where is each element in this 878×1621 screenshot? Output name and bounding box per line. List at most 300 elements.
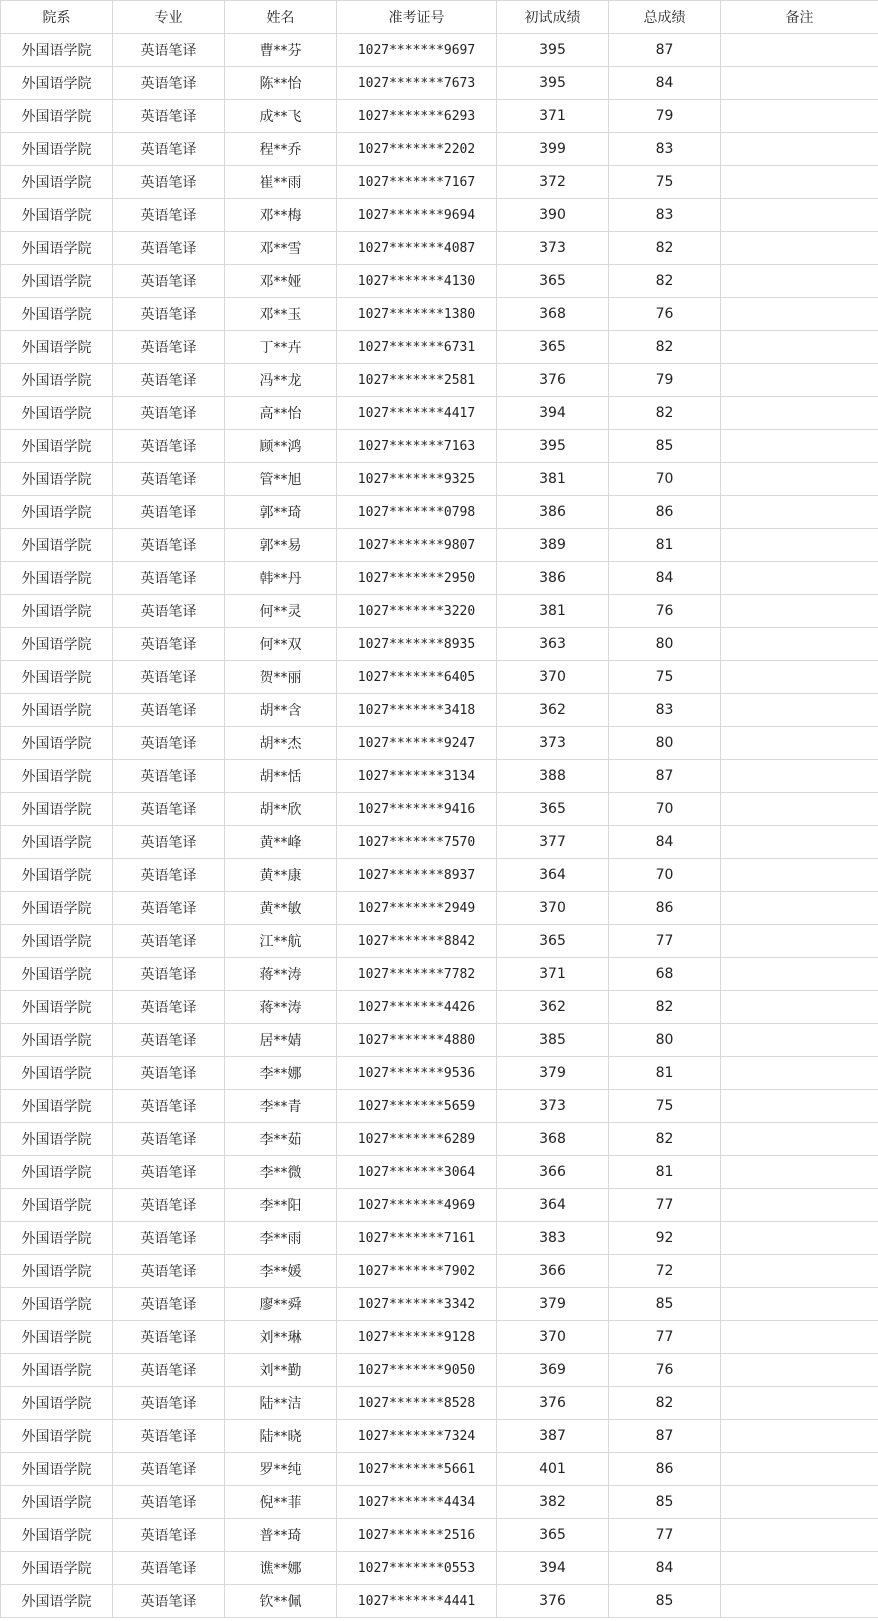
cell-department: 外国语学院: [1, 100, 113, 133]
table-row: [1, 430, 878, 463]
cell-total-score: 82: [609, 991, 721, 1024]
cell-name: 谯**娜: [225, 1552, 337, 1585]
cell-total-score: 70: [609, 463, 721, 496]
cell-remarks: [721, 100, 878, 133]
cell-major: 英语笔译: [113, 661, 225, 694]
cell-remarks: [721, 1090, 878, 1123]
cell-exam-id: 1027*******2202: [337, 133, 497, 166]
cell-department: 外国语学院: [1, 232, 113, 265]
cell-name: 顾**鸿: [225, 430, 337, 463]
cell-prelim-score: 364: [497, 859, 609, 892]
cell-remarks: [721, 1057, 878, 1090]
cell-department: 外国语学院: [1, 199, 113, 232]
table-row: [1, 859, 878, 892]
cell-name: 黄**峰: [225, 826, 337, 859]
cell-major: 英语笔译: [113, 991, 225, 1024]
cell-exam-id: 1027*******6405: [337, 661, 497, 694]
cell-remarks: [721, 1585, 878, 1618]
cell-remarks: [721, 133, 878, 166]
cell-department: 外国语学院: [1, 1552, 113, 1585]
cell-major: 英语笔译: [113, 67, 225, 100]
cell-remarks: [721, 331, 878, 364]
cell-prelim-score: 377: [497, 826, 609, 859]
cell-major: 英语笔译: [113, 1189, 225, 1222]
cell-total-score: 83: [609, 694, 721, 727]
table-row: [1, 1156, 878, 1189]
cell-major: 英语笔译: [113, 1024, 225, 1057]
cell-remarks: [721, 199, 878, 232]
cell-name: 郭**易: [225, 529, 337, 562]
cell-exam-id: 1027*******8842: [337, 925, 497, 958]
cell-major: 英语笔译: [113, 859, 225, 892]
table-row: [1, 991, 878, 1024]
header-total-score: 总成绩: [609, 1, 721, 34]
cell-remarks: [721, 562, 878, 595]
cell-total-score: 79: [609, 100, 721, 133]
cell-major: 英语笔译: [113, 1156, 225, 1189]
table-row: [1, 463, 878, 496]
cell-exam-id: 1027*******5659: [337, 1090, 497, 1123]
cell-major: 英语笔译: [113, 892, 225, 925]
cell-exam-id: 1027*******0798: [337, 496, 497, 529]
cell-total-score: 77: [609, 1189, 721, 1222]
cell-department: 外国语学院: [1, 265, 113, 298]
cell-department: 外国语学院: [1, 892, 113, 925]
cell-prelim-score: 364: [497, 1189, 609, 1222]
cell-total-score: 92: [609, 1222, 721, 1255]
table-row: [1, 1387, 878, 1420]
cell-name: 邓**雪: [225, 232, 337, 265]
cell-prelim-score: 363: [497, 628, 609, 661]
cell-major: 英语笔译: [113, 133, 225, 166]
cell-department: 外国语学院: [1, 991, 113, 1024]
cell-major: 英语笔译: [113, 1585, 225, 1618]
cell-department: 外国语学院: [1, 67, 113, 100]
cell-exam-id: 1027*******7161: [337, 1222, 497, 1255]
table-row: [1, 1585, 878, 1618]
cell-exam-id: 1027*******9807: [337, 529, 497, 562]
cell-department: 外国语学院: [1, 1420, 113, 1453]
cell-major: 英语笔译: [113, 1486, 225, 1519]
cell-prelim-score: 368: [497, 1123, 609, 1156]
cell-major: 英语笔译: [113, 1090, 225, 1123]
cell-total-score: 81: [609, 1057, 721, 1090]
table-row: [1, 1552, 878, 1585]
table-row: [1, 694, 878, 727]
cell-department: 外国语学院: [1, 925, 113, 958]
table-row: [1, 199, 878, 232]
cell-department: 外国语学院: [1, 496, 113, 529]
cell-total-score: 72: [609, 1255, 721, 1288]
cell-department: 外国语学院: [1, 595, 113, 628]
cell-name: 黄**敏: [225, 892, 337, 925]
cell-prelim-score: 386: [497, 562, 609, 595]
cell-name: 黄**康: [225, 859, 337, 892]
cell-name: 李**茹: [225, 1123, 337, 1156]
cell-remarks: [721, 34, 878, 67]
cell-prelim-score: 371: [497, 958, 609, 991]
table-row: [1, 1255, 878, 1288]
cell-prelim-score: 379: [497, 1288, 609, 1321]
cell-department: 外国语学院: [1, 133, 113, 166]
cell-department: 外国语学院: [1, 694, 113, 727]
cell-prelim-score: 386: [497, 496, 609, 529]
cell-exam-id: 1027*******1380: [337, 298, 497, 331]
cell-remarks: [721, 694, 878, 727]
cell-department: 外国语学院: [1, 364, 113, 397]
cell-total-score: 76: [609, 1354, 721, 1387]
table-row: [1, 1123, 878, 1156]
cell-prelim-score: 382: [497, 1486, 609, 1519]
table-row: [1, 661, 878, 694]
cell-major: 英语笔译: [113, 529, 225, 562]
cell-remarks: [721, 1354, 878, 1387]
table-row: [1, 925, 878, 958]
cell-total-score: 80: [609, 727, 721, 760]
cell-name: 高**怡: [225, 397, 337, 430]
cell-total-score: 85: [609, 1288, 721, 1321]
cell-exam-id: 1027*******3134: [337, 760, 497, 793]
cell-total-score: 85: [609, 430, 721, 463]
cell-prelim-score: 401: [497, 1453, 609, 1486]
cell-total-score: 70: [609, 859, 721, 892]
table-row: [1, 1354, 878, 1387]
cell-exam-id: 1027*******8937: [337, 859, 497, 892]
cell-name: 李**阳: [225, 1189, 337, 1222]
cell-total-score: 82: [609, 1123, 721, 1156]
cell-remarks: [721, 496, 878, 529]
cell-prelim-score: 394: [497, 397, 609, 430]
cell-name: 倪**菲: [225, 1486, 337, 1519]
cell-department: 外国语学院: [1, 793, 113, 826]
cell-name: 李**雨: [225, 1222, 337, 1255]
cell-total-score: 86: [609, 496, 721, 529]
cell-major: 英语笔译: [113, 199, 225, 232]
cell-department: 外国语学院: [1, 463, 113, 496]
cell-prelim-score: 373: [497, 232, 609, 265]
cell-exam-id: 1027*******4880: [337, 1024, 497, 1057]
cell-name: 李**青: [225, 1090, 337, 1123]
cell-prelim-score: 373: [497, 1090, 609, 1123]
cell-name: 程**乔: [225, 133, 337, 166]
cell-remarks: [721, 958, 878, 991]
cell-total-score: 86: [609, 1453, 721, 1486]
cell-department: 外国语学院: [1, 34, 113, 67]
cell-remarks: [721, 925, 878, 958]
cell-department: 外国语学院: [1, 1123, 113, 1156]
cell-prelim-score: 373: [497, 727, 609, 760]
cell-total-score: 86: [609, 892, 721, 925]
cell-prelim-score: 362: [497, 991, 609, 1024]
cell-remarks: [721, 1156, 878, 1189]
cell-remarks: [721, 628, 878, 661]
cell-name: 蒋**涛: [225, 958, 337, 991]
cell-exam-id: 1027*******9050: [337, 1354, 497, 1387]
cell-name: 成**飞: [225, 100, 337, 133]
cell-department: 外国语学院: [1, 1024, 113, 1057]
table-row: [1, 496, 878, 529]
cell-remarks: [721, 430, 878, 463]
cell-name: 邓**玉: [225, 298, 337, 331]
cell-total-score: 82: [609, 1387, 721, 1420]
cell-remarks: [721, 1255, 878, 1288]
cell-name: 贺**丽: [225, 661, 337, 694]
cell-prelim-score: 369: [497, 1354, 609, 1387]
header-name: 姓名: [225, 1, 337, 34]
cell-department: 外国语学院: [1, 1519, 113, 1552]
cell-major: 英语笔译: [113, 694, 225, 727]
cell-name: 邓**梅: [225, 199, 337, 232]
cell-exam-id: 1027*******4087: [337, 232, 497, 265]
cell-total-score: 85: [609, 1585, 721, 1618]
cell-total-score: 77: [609, 925, 721, 958]
cell-major: 英语笔译: [113, 727, 225, 760]
cell-prelim-score: 388: [497, 760, 609, 793]
cell-prelim-score: 362: [497, 694, 609, 727]
table-row: [1, 364, 878, 397]
cell-department: 外国语学院: [1, 1354, 113, 1387]
cell-exam-id: 1027*******5661: [337, 1453, 497, 1486]
cell-total-score: 75: [609, 1090, 721, 1123]
cell-exam-id: 1027*******4417: [337, 397, 497, 430]
cell-exam-id: 1027*******2516: [337, 1519, 497, 1552]
header-row: [1, 1, 878, 34]
cell-major: 英语笔译: [113, 34, 225, 67]
table-row: [1, 34, 878, 67]
cell-prelim-score: 387: [497, 1420, 609, 1453]
cell-prelim-score: 365: [497, 793, 609, 826]
cell-prelim-score: 365: [497, 331, 609, 364]
cell-major: 英语笔译: [113, 232, 225, 265]
cell-prelim-score: 370: [497, 1321, 609, 1354]
table-row: [1, 331, 878, 364]
cell-major: 英语笔译: [113, 397, 225, 430]
cell-prelim-score: 394: [497, 1552, 609, 1585]
cell-name: 韩**丹: [225, 562, 337, 595]
cell-exam-id: 1027*******9325: [337, 463, 497, 496]
cell-exam-id: 1027*******9247: [337, 727, 497, 760]
cell-name: 崔**雨: [225, 166, 337, 199]
cell-name: 居**婧: [225, 1024, 337, 1057]
cell-major: 英语笔译: [113, 1387, 225, 1420]
cell-department: 外国语学院: [1, 166, 113, 199]
table-row: [1, 595, 878, 628]
cell-exam-id: 1027*******6731: [337, 331, 497, 364]
cell-total-score: 84: [609, 1552, 721, 1585]
cell-major: 英语笔译: [113, 1552, 225, 1585]
cell-exam-id: 1027*******4426: [337, 991, 497, 1024]
table-row: [1, 760, 878, 793]
cell-major: 英语笔译: [113, 826, 225, 859]
cell-department: 外国语学院: [1, 331, 113, 364]
cell-total-score: 83: [609, 133, 721, 166]
cell-remarks: [721, 463, 878, 496]
cell-prelim-score: 365: [497, 925, 609, 958]
cell-major: 英语笔译: [113, 1123, 225, 1156]
cell-total-score: 70: [609, 793, 721, 826]
cell-total-score: 76: [609, 595, 721, 628]
cell-name: 邓**娅: [225, 265, 337, 298]
cell-remarks: [721, 892, 878, 925]
cell-department: 外国语学院: [1, 826, 113, 859]
cell-prelim-score: 385: [497, 1024, 609, 1057]
table-row: [1, 100, 878, 133]
cell-remarks: [721, 397, 878, 430]
cell-prelim-score: 389: [497, 529, 609, 562]
cell-total-score: 87: [609, 760, 721, 793]
cell-exam-id: 1027*******3342: [337, 1288, 497, 1321]
cell-remarks: [721, 1420, 878, 1453]
cell-remarks: [721, 1486, 878, 1519]
table-row: [1, 529, 878, 562]
table-row: [1, 826, 878, 859]
cell-exam-id: 1027*******4434: [337, 1486, 497, 1519]
table-row: [1, 1321, 878, 1354]
cell-remarks: [721, 826, 878, 859]
cell-prelim-score: 365: [497, 265, 609, 298]
cell-exam-id: 1027*******3418: [337, 694, 497, 727]
table-row: [1, 1486, 878, 1519]
cell-total-score: 76: [609, 298, 721, 331]
header-department: 院系: [1, 1, 113, 34]
cell-department: 外国语学院: [1, 1387, 113, 1420]
cell-remarks: [721, 991, 878, 1024]
cell-name: 钦**佩: [225, 1585, 337, 1618]
cell-name: 胡**杰: [225, 727, 337, 760]
cell-exam-id: 1027*******3064: [337, 1156, 497, 1189]
cell-prelim-score: 366: [497, 1255, 609, 1288]
cell-remarks: [721, 265, 878, 298]
cell-prelim-score: 371: [497, 100, 609, 133]
cell-major: 英语笔译: [113, 1321, 225, 1354]
cell-department: 外国语学院: [1, 1288, 113, 1321]
table-row: [1, 166, 878, 199]
cell-major: 英语笔译: [113, 1354, 225, 1387]
cell-department: 外国语学院: [1, 760, 113, 793]
cell-major: 英语笔译: [113, 793, 225, 826]
cell-prelim-score: 370: [497, 661, 609, 694]
cell-total-score: 82: [609, 397, 721, 430]
cell-exam-id: 1027*******8528: [337, 1387, 497, 1420]
cell-name: 李**娜: [225, 1057, 337, 1090]
cell-remarks: [721, 1288, 878, 1321]
table-row: [1, 1024, 878, 1057]
cell-prelim-score: 368: [497, 298, 609, 331]
cell-remarks: [721, 1189, 878, 1222]
cell-total-score: 79: [609, 364, 721, 397]
cell-exam-id: 1027*******9694: [337, 199, 497, 232]
cell-department: 外国语学院: [1, 1321, 113, 1354]
cell-name: 李**媛: [225, 1255, 337, 1288]
cell-department: 外国语学院: [1, 628, 113, 661]
cell-name: 冯**龙: [225, 364, 337, 397]
table-row: [1, 298, 878, 331]
table-row: [1, 133, 878, 166]
cell-major: 英语笔译: [113, 1288, 225, 1321]
table-row: [1, 1222, 878, 1255]
cell-exam-id: 1027*******7163: [337, 430, 497, 463]
cell-department: 外国语学院: [1, 298, 113, 331]
cell-name: 廖**舜: [225, 1288, 337, 1321]
cell-total-score: 87: [609, 1420, 721, 1453]
cell-major: 英语笔译: [113, 496, 225, 529]
cell-exam-id: 1027*******7167: [337, 166, 497, 199]
cell-name: 何**双: [225, 628, 337, 661]
cell-prelim-score: 383: [497, 1222, 609, 1255]
cell-department: 外国语学院: [1, 397, 113, 430]
cell-name: 刘**琳: [225, 1321, 337, 1354]
cell-name: 普**琦: [225, 1519, 337, 1552]
table-row: [1, 1288, 878, 1321]
table-row: [1, 232, 878, 265]
cell-remarks: [721, 1453, 878, 1486]
cell-department: 外国语学院: [1, 1486, 113, 1519]
cell-major: 英语笔译: [113, 100, 225, 133]
header-major: 专业: [113, 1, 225, 34]
cell-remarks: [721, 793, 878, 826]
cell-major: 英语笔译: [113, 1519, 225, 1552]
cell-remarks: [721, 1321, 878, 1354]
cell-name: 罗**纯: [225, 1453, 337, 1486]
cell-remarks: [721, 1123, 878, 1156]
cell-name: 曹**芬: [225, 34, 337, 67]
cell-department: 外国语学院: [1, 1057, 113, 1090]
cell-prelim-score: 370: [497, 892, 609, 925]
table-row: [1, 892, 878, 925]
cell-prelim-score: 376: [497, 364, 609, 397]
table-row: [1, 562, 878, 595]
cell-prelim-score: 395: [497, 430, 609, 463]
cell-total-score: 77: [609, 1519, 721, 1552]
cell-remarks: [721, 67, 878, 100]
cell-exam-id: 1027*******9128: [337, 1321, 497, 1354]
cell-exam-id: 1027*******8935: [337, 628, 497, 661]
cell-prelim-score: 376: [497, 1585, 609, 1618]
table-row: [1, 265, 878, 298]
table-row: [1, 1519, 878, 1552]
cell-department: 外国语学院: [1, 529, 113, 562]
cell-remarks: [721, 1387, 878, 1420]
cell-remarks: [721, 727, 878, 760]
cell-total-score: 85: [609, 1486, 721, 1519]
cell-total-score: 81: [609, 1156, 721, 1189]
table-row: [1, 1090, 878, 1123]
cell-name: 陈**怡: [225, 67, 337, 100]
cell-major: 英语笔译: [113, 1057, 225, 1090]
cell-exam-id: 1027*******9416: [337, 793, 497, 826]
cell-department: 外国语学院: [1, 1585, 113, 1618]
cell-exam-id: 1027*******4130: [337, 265, 497, 298]
cell-prelim-score: 390: [497, 199, 609, 232]
cell-name: 刘**勤: [225, 1354, 337, 1387]
table-row: [1, 958, 878, 991]
cell-total-score: 84: [609, 67, 721, 100]
cell-total-score: 82: [609, 232, 721, 265]
cell-exam-id: 1027*******7673: [337, 67, 497, 100]
cell-department: 外国语学院: [1, 958, 113, 991]
cell-major: 英语笔译: [113, 1222, 225, 1255]
cell-department: 外国语学院: [1, 727, 113, 760]
cell-prelim-score: 399: [497, 133, 609, 166]
cell-major: 英语笔译: [113, 430, 225, 463]
cell-total-score: 84: [609, 562, 721, 595]
cell-major: 英语笔译: [113, 958, 225, 991]
cell-department: 外国语学院: [1, 661, 113, 694]
cell-exam-id: 1027*******2949: [337, 892, 497, 925]
cell-prelim-score: 376: [497, 1387, 609, 1420]
cell-prelim-score: 379: [497, 1057, 609, 1090]
cell-total-score: 83: [609, 199, 721, 232]
